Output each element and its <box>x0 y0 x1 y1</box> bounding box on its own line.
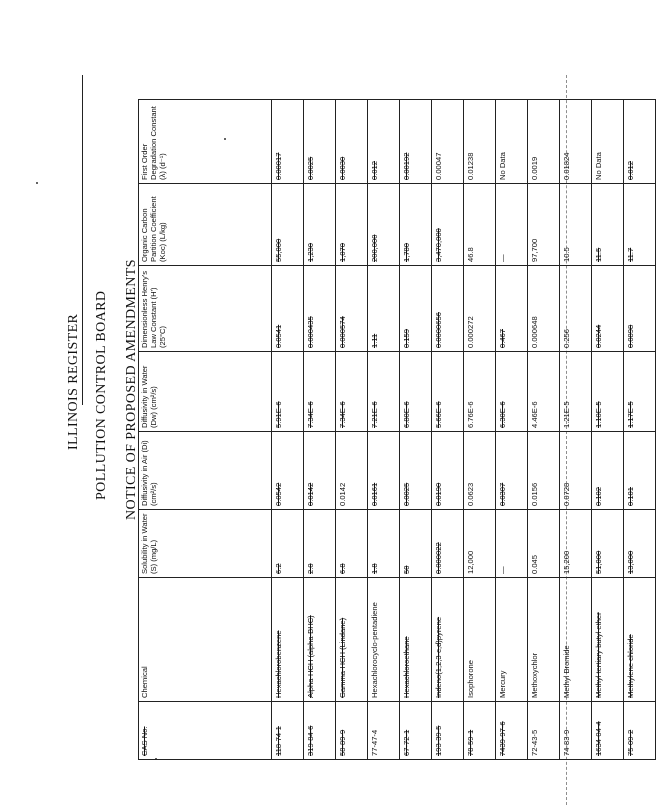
table-cell: 0.0030 <box>336 100 368 184</box>
table-cell: 193-39-5 <box>432 702 464 760</box>
table-header-row <box>139 100 272 760</box>
table-cell: 77-47-4 <box>368 702 400 760</box>
table-cell: 1.11 <box>368 266 400 352</box>
left-margin-line <box>82 75 83 405</box>
table-cell: 0.01824 <box>560 100 592 184</box>
table-cell: 0.0025 <box>304 100 336 184</box>
table-cell: 1.21E-5 <box>560 352 592 432</box>
table-row <box>528 100 560 760</box>
table-cell: 1.10E-5 <box>592 352 624 432</box>
column-header: Dimensionless Henry's Law Constant (H') (25°C) <box>139 266 272 352</box>
table-cell: Gamma-HCH (Lindane) <box>336 578 368 702</box>
table-cell: 0.0025 <box>400 432 432 510</box>
table-cell: 0.000574 <box>336 266 368 352</box>
column-header: CAS No. <box>139 702 272 760</box>
table-cell: 0.0161 <box>368 432 400 510</box>
table-cell: — <box>496 510 528 578</box>
table-cell: 55,000 <box>272 184 304 266</box>
column-header: Diffusivity in Water (Dw) (cm²/s) <box>139 352 272 432</box>
table-cell: 0.00017 <box>272 100 304 184</box>
table-row <box>400 100 432 760</box>
table-row <box>272 100 304 760</box>
table-cell: Hexachlorocyclo-pentadiene <box>368 578 400 702</box>
table-row <box>336 100 368 760</box>
table-cell: 0.01238 <box>464 100 496 184</box>
table-cell: 0.0307 <box>496 432 528 510</box>
table-cell: 6.76E-6 <box>464 352 496 432</box>
table-cell: 200,000 <box>368 184 400 266</box>
table-cell: 0.000022 <box>432 510 464 578</box>
table-cell: Indeno(1,2,3-c,d)pyrene <box>432 578 464 702</box>
column-header: Chemical <box>139 578 272 702</box>
column-header: Diffusivity in Air (Di) (cm²/s) <box>139 432 272 510</box>
table-cell: 0.000272 <box>464 266 496 352</box>
table-cell: 1634-04-4 <box>592 702 624 760</box>
table-cell: 0.0244 <box>592 266 624 352</box>
chemical-properties-table-wrapper <box>138 99 656 760</box>
table-cell: 0.0142 <box>336 432 368 510</box>
table-cell: 0.0156 <box>528 432 560 510</box>
table-cell: 51,000 <box>592 510 624 578</box>
register-heading: ILLINOIS REGISTER <box>66 313 81 450</box>
table-cell: 5.91E-6 <box>272 352 304 432</box>
table-cell: 0.0898 <box>624 266 656 352</box>
table-cell: 58-89-9 <box>336 702 368 760</box>
table-cell: 78-59-1 <box>464 702 496 760</box>
table-cell: Hexachlorobenzene <box>272 578 304 702</box>
table-cell: 1,070 <box>336 184 368 266</box>
column-header: Solubility in Water (S) (mg/L) <box>139 510 272 578</box>
table-cell: 0.00192 <box>400 100 432 184</box>
table-cell: 7.34E-6 <box>304 352 336 432</box>
table-cell: Alpha-HCH (alpha-BHC) <box>304 578 336 702</box>
table-cell: 15,200 <box>560 510 592 578</box>
table-cell: 1,230 <box>304 184 336 266</box>
column-header: Organic Carbon Partition Coefficient (Koc) (L/kg) <box>139 184 272 266</box>
chemical-properties-table <box>138 99 656 760</box>
table-cell: 0.159 <box>400 266 432 352</box>
table-cell: 6.8 <box>336 510 368 578</box>
table-cell: 0.00047 <box>432 100 464 184</box>
table-row <box>304 100 336 760</box>
table-body <box>272 100 656 760</box>
table-cell: 0.467 <box>496 266 528 352</box>
table-cell: Methyl tertiary-butyl ether <box>592 578 624 702</box>
table-cell: No Data <box>592 100 624 184</box>
table-cell: 75-09-2 <box>624 702 656 760</box>
table-cell: 0.0542 <box>272 432 304 510</box>
table-cell: 3,470,000 <box>432 184 464 266</box>
table-cell: 118-74-1 <box>272 702 304 760</box>
table-cell: 0.0728 <box>560 432 592 510</box>
table-cell: Methyl Bromide <box>560 578 592 702</box>
table-cell: 0.0000656 <box>432 266 464 352</box>
table-cell: 1.8 <box>368 510 400 578</box>
table-cell: 0.012 <box>624 100 656 184</box>
table-cell: 5.66E-6 <box>432 352 464 432</box>
table-cell: 6.80E-6 <box>400 352 432 432</box>
table-row <box>560 100 592 760</box>
table-cell: 6.30E-6 <box>496 352 528 432</box>
table-row <box>432 100 464 760</box>
table-cell: 13,000 <box>624 510 656 578</box>
table-cell: Hexachloroethane <box>400 578 432 702</box>
table-cell: 97,700 <box>528 184 560 266</box>
table-cell: 319-84-6 <box>304 702 336 760</box>
table-cell: 10.5 <box>560 184 592 266</box>
table-cell: 0.0541 <box>272 266 304 352</box>
board-heading: POLLUTION CONTROL BOARD <box>94 290 109 500</box>
table-row <box>368 100 400 760</box>
table-cell: 0.012 <box>368 100 400 184</box>
table-cell: 0.0623 <box>464 432 496 510</box>
table-row <box>496 100 528 760</box>
table-cell: Mercury <box>496 578 528 702</box>
table-cell: Methoxychlor <box>528 578 560 702</box>
table-cell: 1.17E-5 <box>624 352 656 432</box>
table-cell: 46.8 <box>464 184 496 266</box>
notice-heading: NOTICE OF PROPOSED AMENDMENTS <box>124 259 139 520</box>
table-cell: Isophorone <box>464 578 496 702</box>
table-cell: 0.045 <box>528 510 560 578</box>
table-cell: No Data <box>496 100 528 184</box>
table-cell: — <box>496 184 528 266</box>
table-cell: 50 <box>400 510 432 578</box>
table-cell: 72-43-5 <box>528 702 560 760</box>
table-cell: 0.000435 <box>304 266 336 352</box>
table-row <box>624 100 656 760</box>
table-cell: 12,000 <box>464 510 496 578</box>
table-cell: 0.256 <box>560 266 592 352</box>
table-cell: 1,780 <box>400 184 432 266</box>
table-cell: 2.0 <box>304 510 336 578</box>
table-cell: 0.101 <box>624 432 656 510</box>
table-cell: 0.102 <box>592 432 624 510</box>
scan-speck <box>36 182 38 184</box>
table-cell: 7.34E-6 <box>336 352 368 432</box>
table-cell: Methylene chloride <box>624 578 656 702</box>
table-cell: 0.0019 <box>528 100 560 184</box>
table-cell: 7.21E-6 <box>368 352 400 432</box>
table-cell: 6.2 <box>272 510 304 578</box>
table-cell: 0.0142 <box>304 432 336 510</box>
table-cell: 0.000648 <box>528 266 560 352</box>
table-cell: 4.46E-6 <box>528 352 560 432</box>
table-cell: 11.5 <box>592 184 624 266</box>
table-cell: 11.7 <box>624 184 656 266</box>
table-cell: 0.0190 <box>432 432 464 510</box>
column-header: First Order Degradation Constant (λ) (d⁻¹) <box>139 100 272 184</box>
table-cell: 7439-97-6 <box>496 702 528 760</box>
table-cell: 67-72-1 <box>400 702 432 760</box>
table-row <box>592 100 624 760</box>
table-cell: 74-83-9 <box>560 702 592 760</box>
table-row <box>464 100 496 760</box>
